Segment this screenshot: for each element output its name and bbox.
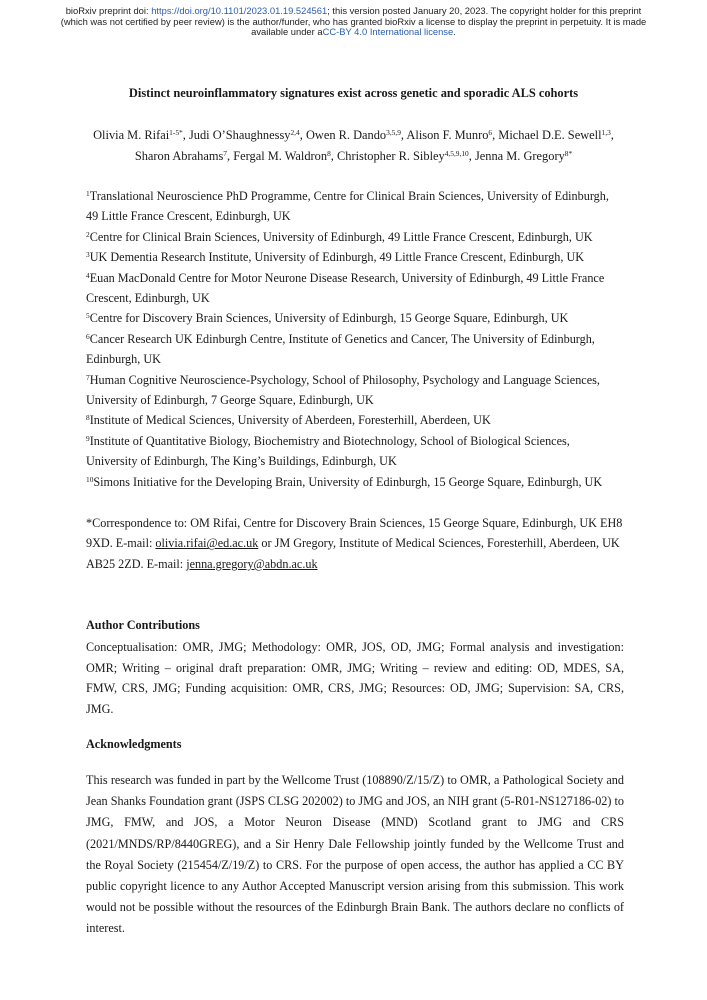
author: Michael D.E. Sewell$^{1,3}$ [498,128,611,142]
author: Sharon Abrahams$^7$ [134,149,227,163]
author: Christopher R. Sibley$^{4,5,9,10}$ [336,149,469,163]
acknowledgments-text: This research was funded in part by the Wellcome Trust (108890/Z/15/Z) to OMR, a Pathological Society and Jean Shanks Foundation grant (JSPS CLSG 202002) to JMG and JOS, an NIH grant (5-R01-NS127186-02) to JMG, FMW, and JOS, a Motor Neuron Disease (MND) Scotland grant to JMG and CRS (2021/MNDS/RP/8440GREG), and a Sir Henry Dale Fellowship jointly funded by the Wellcome Trust and the Royal Society (215454/Z/19/Z) to CRS. For the purpose of open access, the author has applied a CC BY public copyright licence to any Author Accepted Manuscript version arising from this submission. This work would not be possible without the resources of the Edinburgh Brain Bank. The authors declare no conflicts of interest. [86,773,624,936]
affiliation-item: $^9$Institute of Quantitative Biology, Biochemistry and Biotechnology, School of Biological Sciences, University of Edinburgh, The King’s Buildings, Edinburgh, UK [86,433,570,469]
affiliation-item: $^1$Translational Neuroscience PhD Programme, Centre for Clinical Brain Sciences, University of Edinburgh, 49 Little France Crescent, Edinburgh, UK [86,189,609,224]
email-link-gregory[interactable]: jenna.gregory@abdn.ac.uk [186,556,318,571]
author: Olivia M. Rifai$^{1-5*}$ [93,128,183,142]
correspondence: *Correspondence to: OM Rifai, Centre for Discovery Brain Sciences, 15 George Square, Edinburgh, UK EH8 9XD. E-mail: olivia.rifai@ed.ac.uk or JM Gregory, Institute of Medical Sciences, Foresterhill, Aberdeen, UK AB25 2ZD. E-mail: jenna.gregory@abdn.ac.uk [86,516,623,571]
author: Fergal M. Waldron$^8$ [233,149,331,163]
affiliation-item: $^7$Human Cognitive Neuroscience-Psychology, School of Philosophy, Psychology and Language Sciences, University of Edinburgh, 7 George Square, Edinburgh, UK [86,372,600,408]
affiliation-item: $^6$Cancer Research UK Edinburgh Centre, Institute of Genetics and Cancer, The University of Edinburgh, Edinburgh, UK [86,331,595,367]
affiliation-item: $^5$Centre for Discovery Brain Sciences, University of Edinburgh, 15 George Square, Edinburgh, UK [86,311,569,326]
banner-middle: ; this version posted January 20, 2023. The copyright holder for this preprint (which was not certified by peer review) is the author/funder, who has granted bioRxiv a license to display the preprint in perpetuity. It is made available under a [60,5,647,38]
author: Jenna M. Gregory$^{8*}$ [474,149,573,163]
affiliation-list [86,186,624,492]
license-link[interactable]: CC-BY 4.0 International license [322,26,454,38]
affiliation-item: $^2$Centre for Clinical Brain Sciences, University of Edinburgh, 49 Little France Crescent, Edinburgh, UK [86,229,593,244]
affiliation-item: $^4$Euan MacDonald Centre for Motor Neurone Disease Research, University of Edinburgh, 49 Little France Crescent, Edinburgh, UK [86,270,605,306]
author: Owen R. Dando$^{3,5,9}$ [305,128,401,142]
banner-prefix: bioRxiv preprint doi: [65,5,152,16]
preprint-banner [60,6,647,38]
paper-title: Distinct neuroinflammatory signatures exist across genetic and sporadic ALS cohorts [128,86,579,100]
affiliation-item: $^{10}$Simons Initiative for the Developing Brain, University of Edinburgh, 15 George Square, Edinburgh, UK [86,474,603,489]
contributions-heading: Author Contributions [86,618,200,632]
affiliation-item: $^3$UK Dementia Research Institute, University of Edinburgh, 49 Little France Crescent, Edinburgh, UK [86,250,585,265]
email-link-rifai[interactable]: olivia.rifai@ed.ac.uk [155,536,259,551]
affiliation-item: $^8$Institute of Medical Sciences, University of Aberdeen, Foresterhill, Aberdeen, UK [86,413,491,428]
doi-link[interactable]: https://doi.org/10.1101/2023.01.19.524561 [151,5,328,16]
author: Alison F. Munro$^6$ [406,128,493,142]
author-list: Olivia M. Rifai$^{1-5*}$, Judi O’Shaughnessy$^{2,4}$, Owen R. Dando$^{3,5,9}$, Alison F. Munro$^6$, Michael D.E. Sewell$^{1,3}$, Sharon Abrahams$^7$, Fergal M. Waldron$^8$, Christopher R. Sibley$^{4,5,9,10}$, Jenna M. Gregory$^{8*}$ [93,128,614,163]
acknowledgments-heading: Acknowledgments [86,737,182,751]
contributions-text: Conceptualisation: OMR, JMG; Methodology: OMR, JOS, OD, JMG; Formal analysis and investigation: OMR; Writing – original draft preparation: OMR, JMG; Writing – review and editing: OD, MDES, SA, FMW, CRS, JMG; Funding acquisition: OMR, CRS, JMG; Resources: OD, JMG; Supervision: SA, CRS, JMG. [86,640,624,716]
author: Judi O’Shaughnessy$^{2,4}$ [188,128,300,142]
banner-suffix: . [453,26,456,38]
